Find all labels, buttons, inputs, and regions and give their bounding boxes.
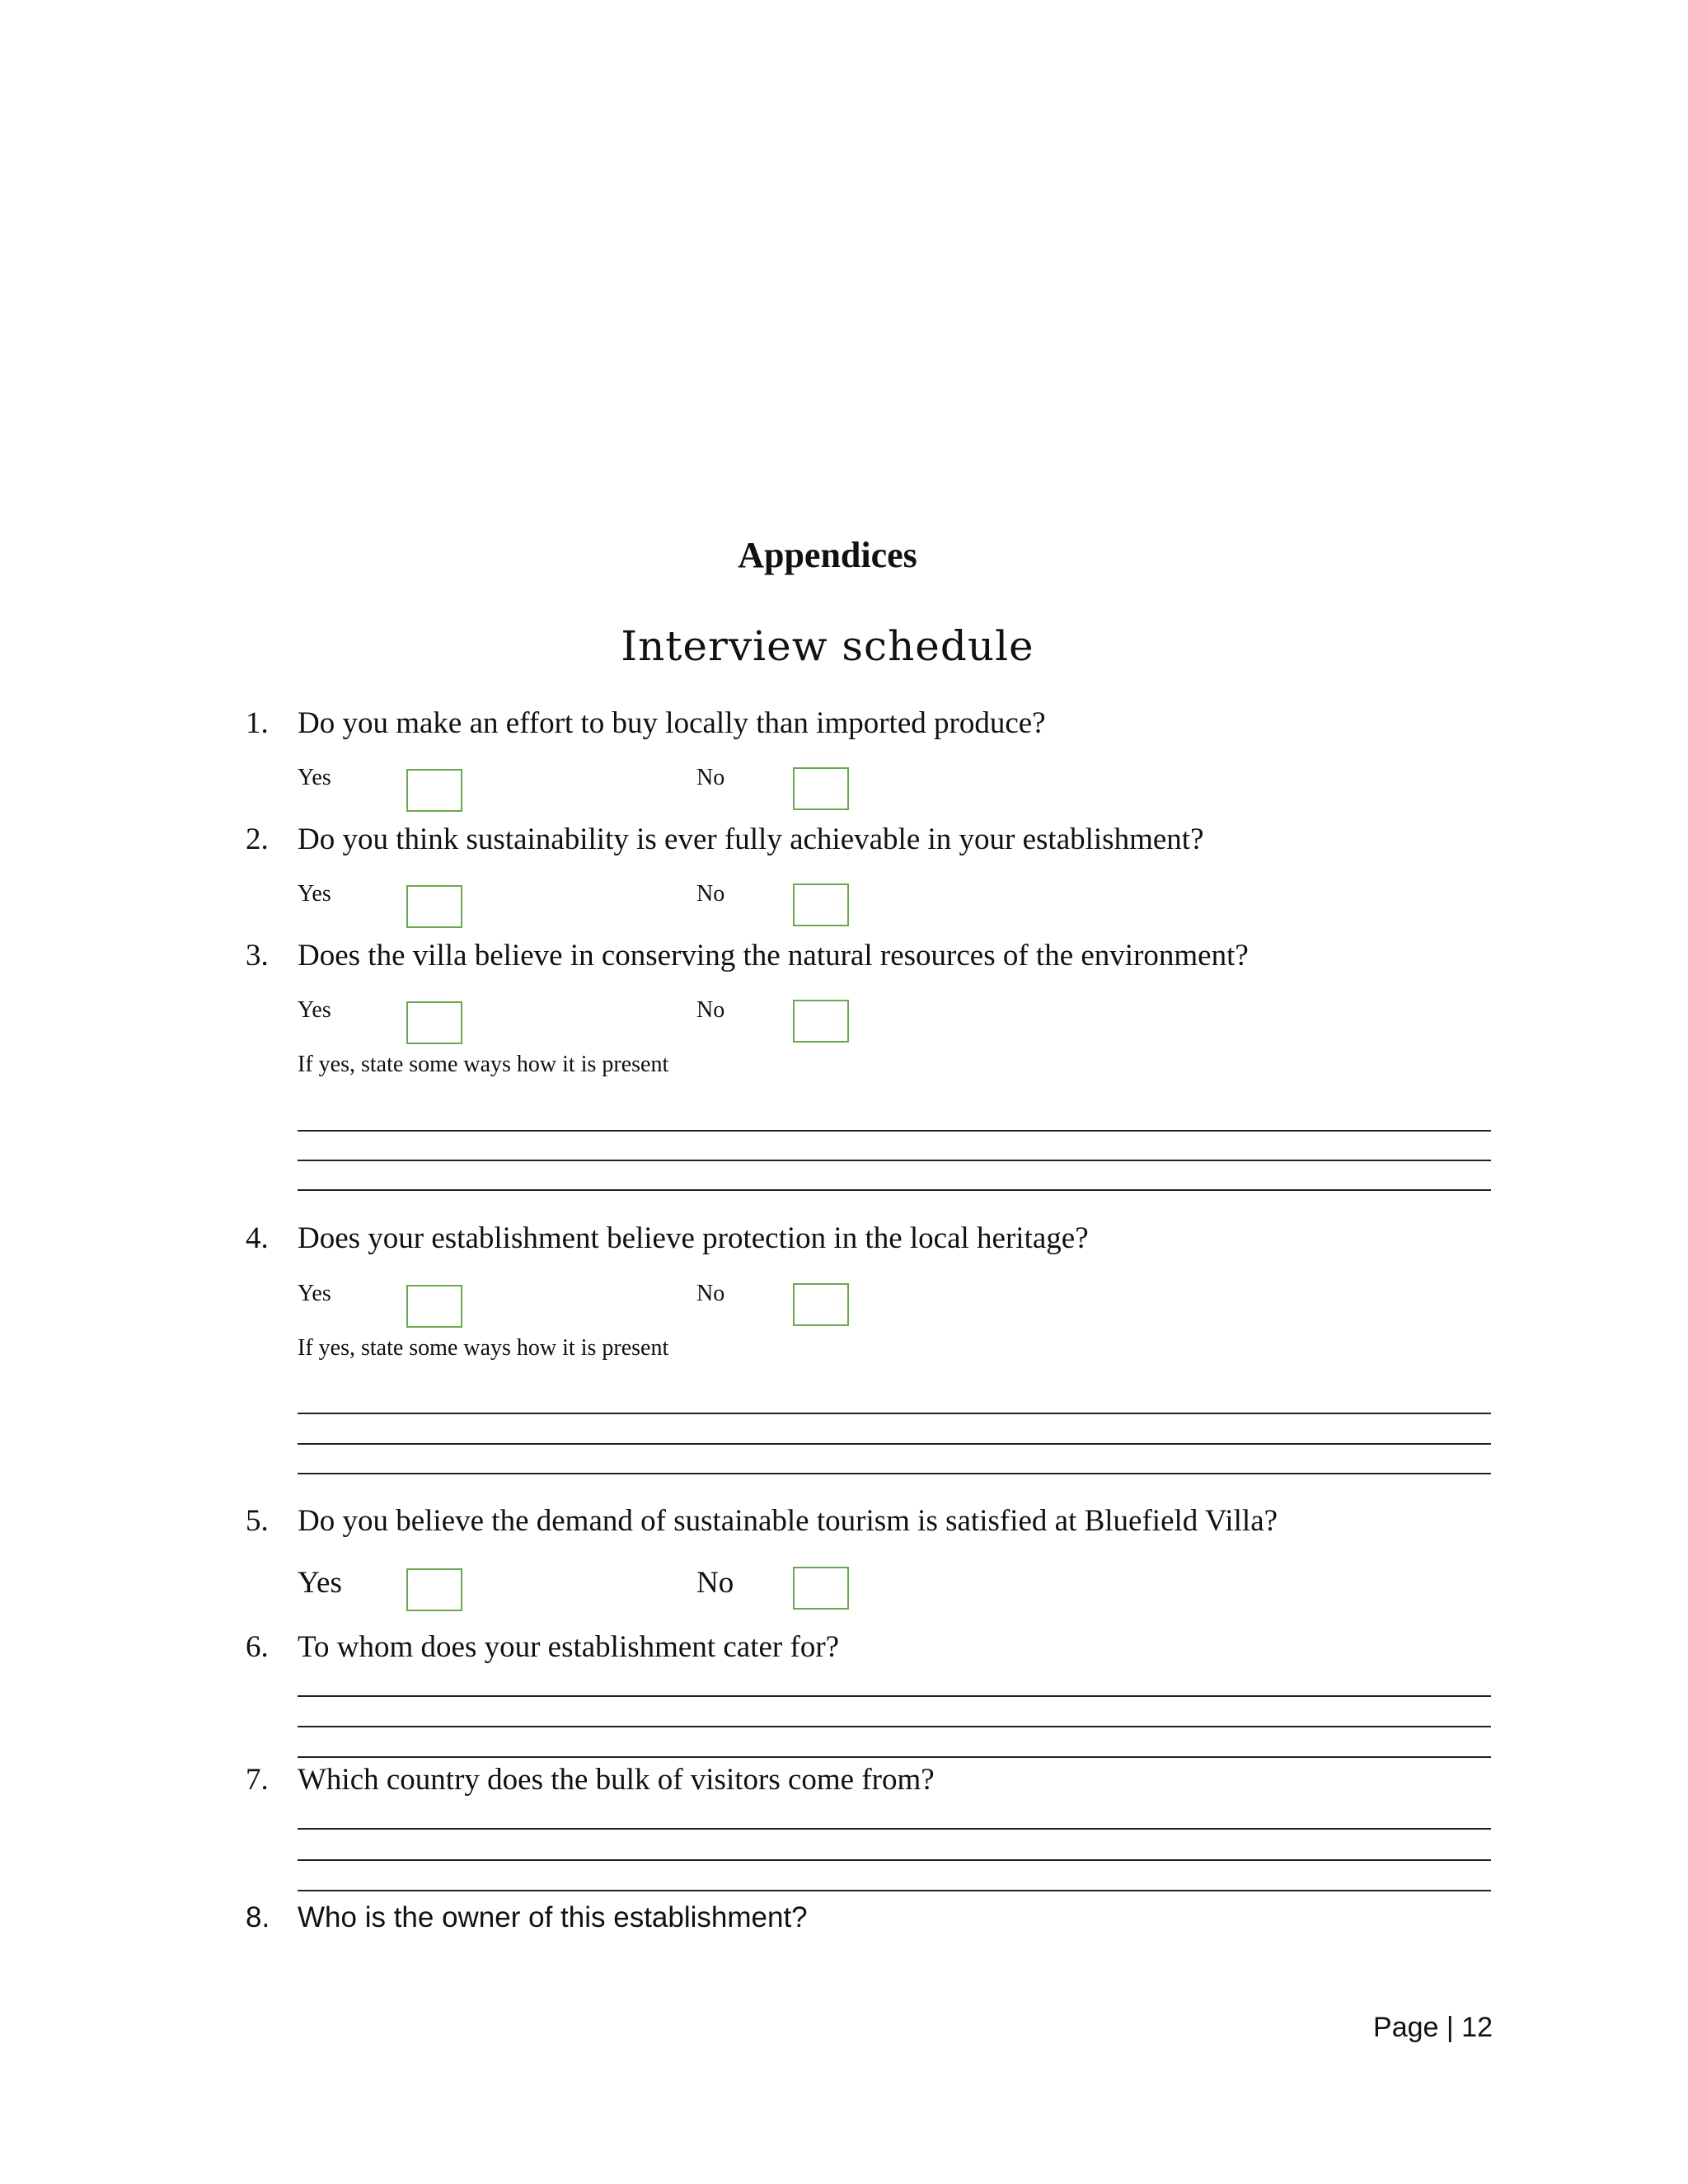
no-label: No	[696, 881, 725, 907]
no-checkbox[interactable]	[793, 767, 849, 810]
answer-instruction: If yes, state some ways how it is present	[298, 1335, 669, 1361]
answer-line[interactable]	[298, 1189, 1491, 1191]
question-text: To whom does your establishment cater for?	[298, 1630, 840, 1664]
answer-line[interactable]	[298, 1443, 1491, 1445]
yes-checkbox[interactable]	[406, 1285, 462, 1328]
question-number: 8.	[246, 1901, 270, 1933]
yes-label: Yes	[298, 1566, 342, 1600]
question-number: 1.	[246, 706, 269, 740]
answer-instruction: If yes, state some ways how it is present	[298, 1052, 669, 1077]
answer-line[interactable]	[298, 1160, 1491, 1161]
yes-checkbox[interactable]	[406, 769, 462, 812]
question-text: Do you make an effort to buy locally than imported produce?	[298, 706, 1046, 740]
answer-line[interactable]	[298, 1890, 1491, 1891]
question-text: Do you think sustainability is ever fully achievable in your establishment?	[298, 823, 1204, 856]
answer-line[interactable]	[298, 1130, 1491, 1132]
question-number: 2.	[246, 823, 269, 856]
answer-line[interactable]	[298, 1859, 1491, 1861]
question-number: 3.	[246, 939, 269, 972]
question-text: Which country does the bulk of visitors come from?	[298, 1763, 935, 1797]
question-text: Does the villa believe in conserving the natural resources of the environment?	[298, 939, 1249, 972]
no-checkbox[interactable]	[793, 1567, 849, 1610]
no-checkbox[interactable]	[793, 1000, 849, 1043]
page-title: Interview schedule	[621, 622, 1034, 670]
no-label: No	[696, 765, 725, 790]
question-text: Who is the owner of this establishment?	[298, 1901, 808, 1933]
yes-label: Yes	[298, 997, 331, 1023]
question-text: Does your establishment believe protection in the local heritage?	[298, 1221, 1089, 1255]
question-text: Do you believe the demand of sustainable tourism is satisfied at Bluefield Villa?	[298, 1504, 1278, 1538]
answer-line[interactable]	[298, 1756, 1491, 1758]
no-checkbox[interactable]	[793, 1283, 849, 1326]
no-checkbox[interactable]	[793, 883, 849, 926]
section-title: Appendices	[738, 535, 917, 575]
answer-line[interactable]	[298, 1828, 1491, 1830]
answer-line[interactable]	[298, 1473, 1491, 1474]
yes-label: Yes	[298, 1281, 331, 1306]
answer-line[interactable]	[298, 1726, 1491, 1727]
question-number: 5.	[246, 1504, 269, 1538]
no-label: No	[696, 1566, 734, 1600]
yes-checkbox[interactable]	[406, 1001, 462, 1044]
answer-line[interactable]	[298, 1413, 1491, 1414]
yes-checkbox[interactable]	[406, 1568, 462, 1611]
no-label: No	[696, 1281, 725, 1306]
yes-checkbox[interactable]	[406, 885, 462, 928]
question-number: 7.	[246, 1763, 269, 1797]
answer-line[interactable]	[298, 1695, 1491, 1697]
no-label: No	[696, 997, 725, 1023]
question-number: 6.	[246, 1630, 269, 1664]
yes-label: Yes	[298, 881, 331, 907]
page-number: Page | 12	[1373, 2012, 1493, 2043]
question-number: 4.	[246, 1221, 269, 1255]
yes-label: Yes	[298, 765, 331, 790]
